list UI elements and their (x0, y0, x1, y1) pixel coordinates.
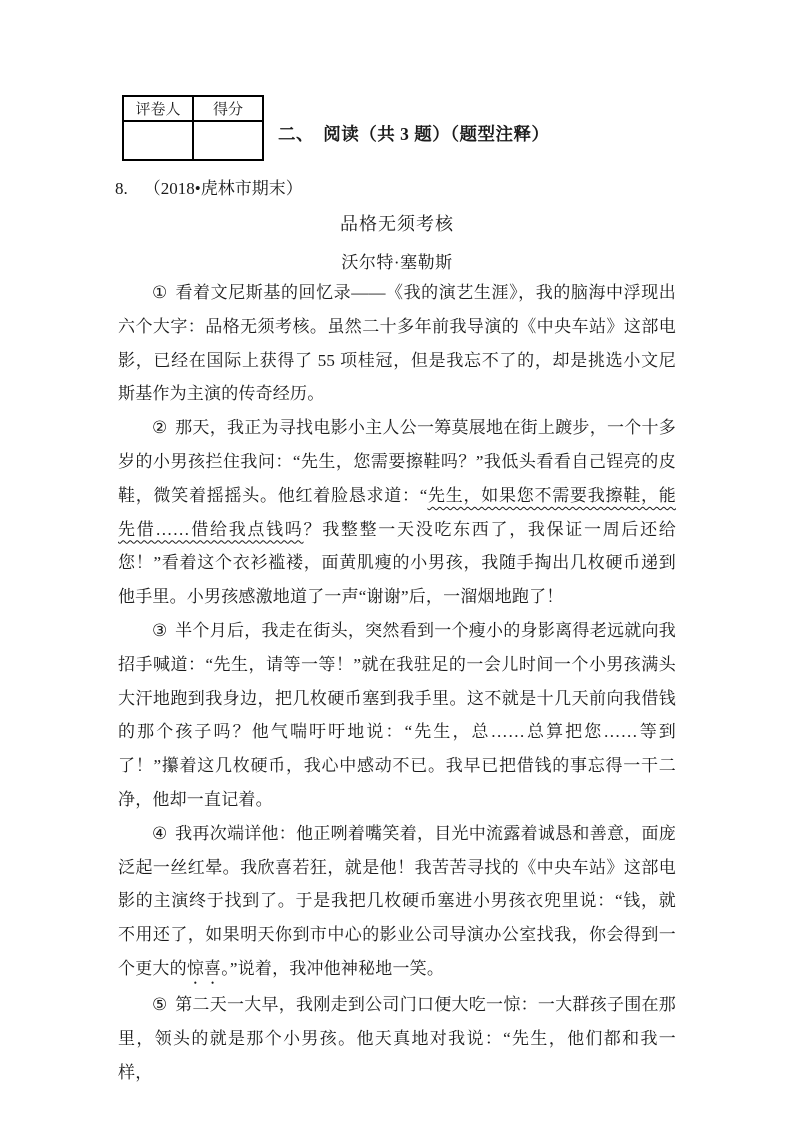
score-table (122, 95, 264, 161)
article-paragraph (118, 411, 676, 614)
article-paragraph (118, 614, 676, 817)
header-row (118, 95, 676, 161)
score-table-header-row (123, 96, 263, 121)
paragraph-number-marker: ② (152, 418, 168, 438)
article-paragraph (118, 276, 676, 411)
question-source: （2018•虎林市期末） (143, 179, 303, 198)
article-title: 品格无须考核 (340, 214, 454, 234)
text-segment: 看着文尼斯基的回忆录——《我的演艺生涯》，我的脑海中浮现出六个大字：品格无须考核。虽然二十多年前我导演的《中央车站》这部电影，已经在国际上获得了 55 项桂冠，但是我忘不了的，却是挑选小文尼斯基作为主演的传奇经历。 (118, 283, 676, 404)
score-header-cell: 得分 (193, 96, 263, 121)
paragraph-number-marker: ④ (152, 823, 168, 843)
question-line (115, 174, 676, 199)
section-heading: 二、 阅读（共 3 题）（题型注释） (278, 124, 550, 144)
text-segment: 那天，我正为寻找电影小主人公一筹莫展地在街上踱步，一个十多岁的小男孩拦住我问：“先生，您需要擦鞋吗？”我低头看看自己锃亮的皮鞋，微笑着摇摇头。他红着脸恳求道：“ (118, 418, 676, 505)
text-segment: 我再次端详他：他正咧着嘴笑着，目光中流露着诚恳和善意，面庞泛起一丝红晕。我欣喜若狂，就是他！我苦苦寻找的《中央车站》这部电影的主演终于找到了。于是我把几枚硬币塞进小男孩衣兜里说：“钱，就不用还了，如果明天你到市中心的影业公司导演办公室找我，你会得到一个更大的 (118, 823, 676, 978)
text-segment-emphasis-dots: 惊喜 (186, 958, 222, 978)
question-number: 8. (115, 179, 128, 198)
score-table-blank-row (123, 121, 263, 160)
paragraph-number-marker: ⑤ (152, 994, 168, 1014)
text-segment: 半个月后，我走在街头，突然看到一个瘦小的身影离得老远就向我招手喊道：“先生，请等一等！”就在我驻足的一会儿时间一个小男孩满头大汗地跑到我身边，把几枚硬币塞到我手里。这不就是十几天前向我借钱的那个孩子吗？他气喘吁吁地说：“先生，总……总算把您……等到了！”攥着这几枚硬币，我心中感动不已。我早已把借钱的事忘得一干二净，他却一直记着。 (118, 620, 676, 809)
paragraph-number-marker: ③ (152, 620, 168, 640)
paragraph-number-marker: ① (152, 283, 168, 302)
text-segment: ？我整整一天没吃东西了，我保证一周后还给您！”看着这个衣衫褴褛，面黄肌瘦的小男孩，我随手掏出几枚硬币递到他手里。小男孩感激地道了一声“谢谢”后，一溜烟地跑了！ (118, 519, 676, 607)
score-blank-cell (193, 121, 263, 160)
text-segment: 。”说着，我冲他神秘地一笑。 (221, 958, 445, 978)
grader-header-cell: 评卷人 (123, 96, 193, 121)
text-segment: 第二天一大早，我刚走到公司门口便大吃一惊：一大群孩子围在那里，领头的就是那个小男孩。他天真地对我说：“先生，他们都和我一样， (118, 994, 676, 1082)
text-segment-wavy: 先生，如果您不需要我擦鞋，能先借……借给我点钱吗 (118, 485, 676, 539)
article-paragraph (118, 988, 676, 1089)
article-body (118, 276, 676, 1089)
article-author: 沃尔特·塞勒斯 (341, 253, 453, 272)
article-paragraph (118, 817, 676, 988)
grader-blank-cell (123, 121, 193, 160)
